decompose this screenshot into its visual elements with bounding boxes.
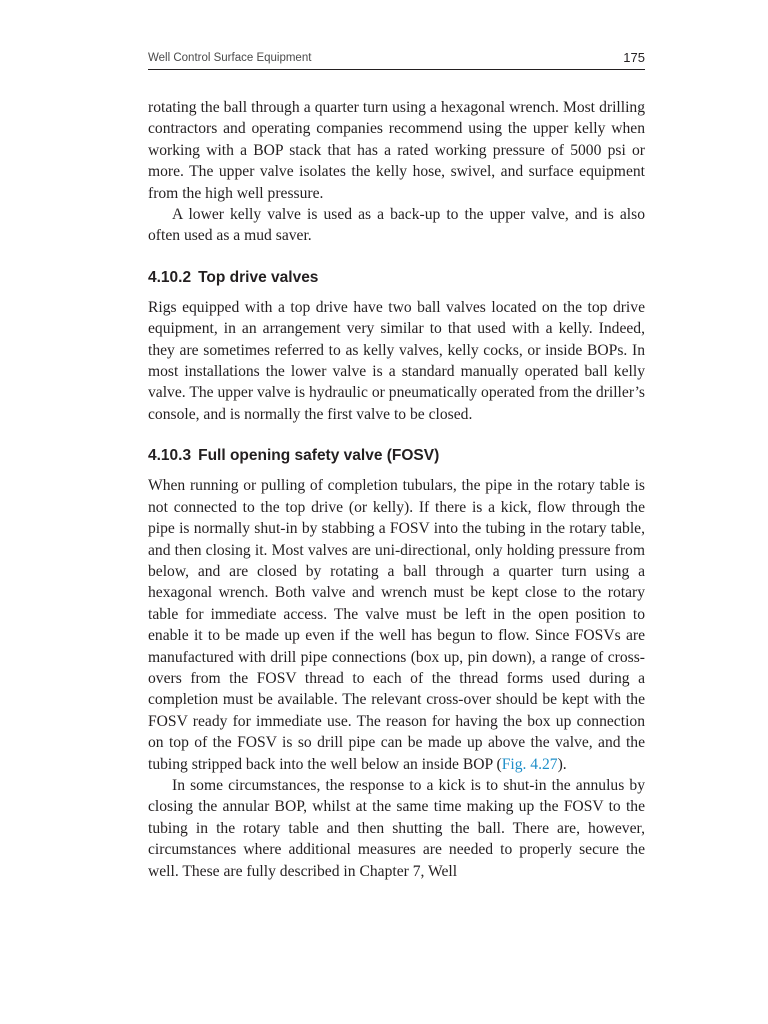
section-number: 4.10.3 [148, 447, 192, 465]
section-heading-top-drive-valves [148, 268, 645, 288]
page-number: 175 [623, 50, 645, 65]
paragraph: Rigs equipped with a top drive have two ball valves located on the top drive equipment, in an arrangement very similar to that used with a kelly. Indeed, they are sometimes referred to as kelly valves, kelly cocks, or inside BOPs. In most installations the lower valve is a standard manually operated ball kelly valve. The upper valve is hydraulic or pneumatically operated from the driller’s console, and is normally the first valve to be closed. [148, 298, 645, 423]
body-text [148, 97, 645, 882]
running-header [148, 50, 645, 70]
paragraph [148, 475, 645, 775]
section-title: Full opening safety valve (FOSV) [198, 447, 440, 465]
paragraph-text-end: ). [557, 755, 567, 773]
figure-reference-link[interactable]: Fig. 4.27 [501, 755, 558, 773]
paragraph: In some circumstances, the response to a kick is to shut-in the annulus by closing the annular BOP, whilst at the same time making up the FOSV to the tubing in the rotary table and then shutting the ball. There are, however, circumstances where additional measures are needed to properly secure the well. These are fully described in Chapter 7, Well [148, 776, 645, 880]
section-heading-fosv [148, 446, 645, 466]
running-title: Well Control Surface Equipment [148, 52, 312, 64]
book-page [148, 0, 645, 1024]
paragraph-text: When running or pulling of completion tubulars, the pipe in the rotary table is not connected to the top drive (or kelly). If there is a kick, flow through the pipe is normally shut-in by stabbing a FOSV into the tubing in the rotary table, and then closing it. Most valves are uni-directional, only holding pressure from below, and are closed by rotating a ball through a quarter turn using a hexagonal wrench. Both valve and wrench must be kept close to the rotary table for immediate access. The valve must be left in the open position to enable it to be made up even if the well has begun to flow. Since FOSVs are manufactured with drill pipe connections (box up, pin down), a range of cross-overs from the FOSV thread to each of the thread forms used during a completion must be available. The relevant cross-over should be kept with the FOSV ready for immediate use. The reason for having the box up connection on top of the FOSV is so drill pipe can be made up above the valve, and the tubing stripped back into the well below an inside BOP ( [148, 477, 645, 773]
section-title: Top drive valves [198, 268, 319, 286]
paragraph: rotating the ball through a quarter turn using a hexagonal wrench. Most drilling contractors and operating companies recommend using the upper kelly when working with a BOP stack that has a rated working pressure of 5000 psi or more. The upper valve isolates the kelly hose, swivel, and surface equipment from the high well pressure. [148, 99, 645, 202]
paragraph: A lower kelly valve is used as a back-up to the upper valve, and is also often used as a mud saver. [148, 206, 645, 245]
section-number: 4.10.2 [148, 268, 192, 286]
